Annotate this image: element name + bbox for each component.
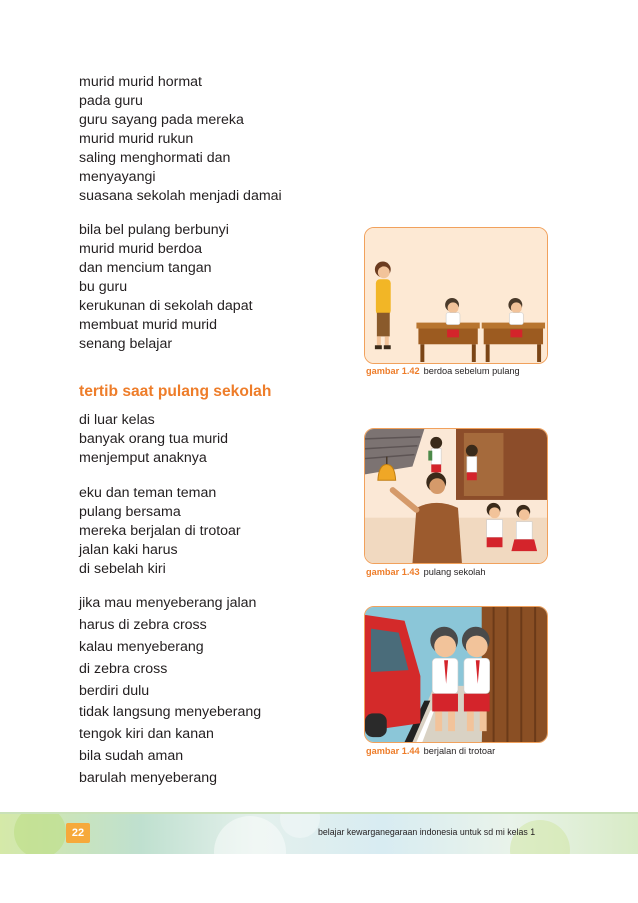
poem-line: murid murid rukun: [79, 131, 194, 147]
poem-line: banyak orang tua murid: [79, 431, 229, 447]
poem-line: tengok kiri dan kanan: [79, 726, 214, 743]
poem-line: pulang bersama: [79, 504, 181, 520]
figure-caption-text: pulang sekolah: [423, 567, 486, 577]
figure-caption: [366, 746, 495, 756]
poem-line: saling menghormati dan: [79, 150, 231, 166]
figure-caption-text: berdoa sebelum pulang: [423, 366, 520, 376]
poem-line: di zebra cross: [79, 660, 168, 677]
poem-stanza-3: [79, 411, 228, 468]
poem-line: senang belajar: [79, 336, 173, 352]
poem-line: bila sudah aman: [79, 748, 184, 765]
poem-line: suasana sekolah menjadi damai: [79, 188, 282, 204]
sidewalk-scene: [365, 607, 547, 742]
poem-line: kalau menyeberang: [79, 638, 204, 655]
classroom-scene: [365, 228, 547, 363]
poem-stanza-4: [79, 484, 241, 579]
poem-line: mereka berjalan di trotoar: [79, 523, 241, 539]
poem-line: murid murid berdoa: [79, 241, 203, 257]
poem-stanza-5: [79, 593, 261, 790]
poem-line: membuat murid murid: [79, 317, 217, 333]
poem-line: barulah menyeberang: [79, 770, 218, 787]
poem-line: menjemput anaknya: [79, 450, 207, 466]
school-gate-scene: [365, 429, 547, 563]
poem-stanza-2: [79, 221, 253, 354]
poem-line: jalan kaki harus: [79, 542, 178, 558]
poem-line: menyayangi: [79, 169, 156, 185]
poem-line: berdiri dulu: [79, 682, 150, 699]
poem-line: harus di zebra cross: [79, 616, 207, 633]
page-number: 22: [66, 823, 90, 843]
figure-number: gambar 1.44: [366, 746, 420, 756]
poem-line: eku dan teman teman: [79, 485, 217, 501]
poem-line: guru sayang pada mereka: [79, 112, 244, 128]
poem-line: kerukunan di sekolah dapat: [79, 298, 253, 314]
poem-line: tidak langsung menyeberang: [79, 704, 262, 721]
poem-line: dan mencium tangan: [79, 260, 212, 276]
illustration-walking-on-sidewalk: [364, 606, 548, 743]
illustration-going-home: [364, 428, 548, 564]
figure-caption: [366, 567, 485, 577]
figure-number: gambar 1.42: [366, 366, 420, 376]
section-heading: tertib saat pulang sekolah: [79, 383, 272, 400]
poem-stanza-1: [79, 73, 282, 206]
poem-line: bila bel pulang berbunyi: [79, 222, 229, 238]
figure-caption-text: berjalan di trotoar: [423, 746, 496, 756]
poem-line: murid murid hormat: [79, 74, 202, 90]
poem-line: jika mau menyeberang jalan: [79, 595, 257, 611]
poem-line: pada guru: [79, 93, 143, 109]
poem-line: di luar kelas: [79, 412, 155, 428]
figure-caption: [366, 366, 520, 376]
illustration-praying-before-home: [364, 227, 548, 364]
poem-line: bu guru: [79, 279, 128, 295]
poem-line: di sebelah kiri: [79, 561, 166, 577]
figure-number: gambar 1.43: [366, 567, 420, 577]
running-head: belajar kewarganegaraan indonesia untuk sd mi kelas 1: [318, 827, 536, 837]
